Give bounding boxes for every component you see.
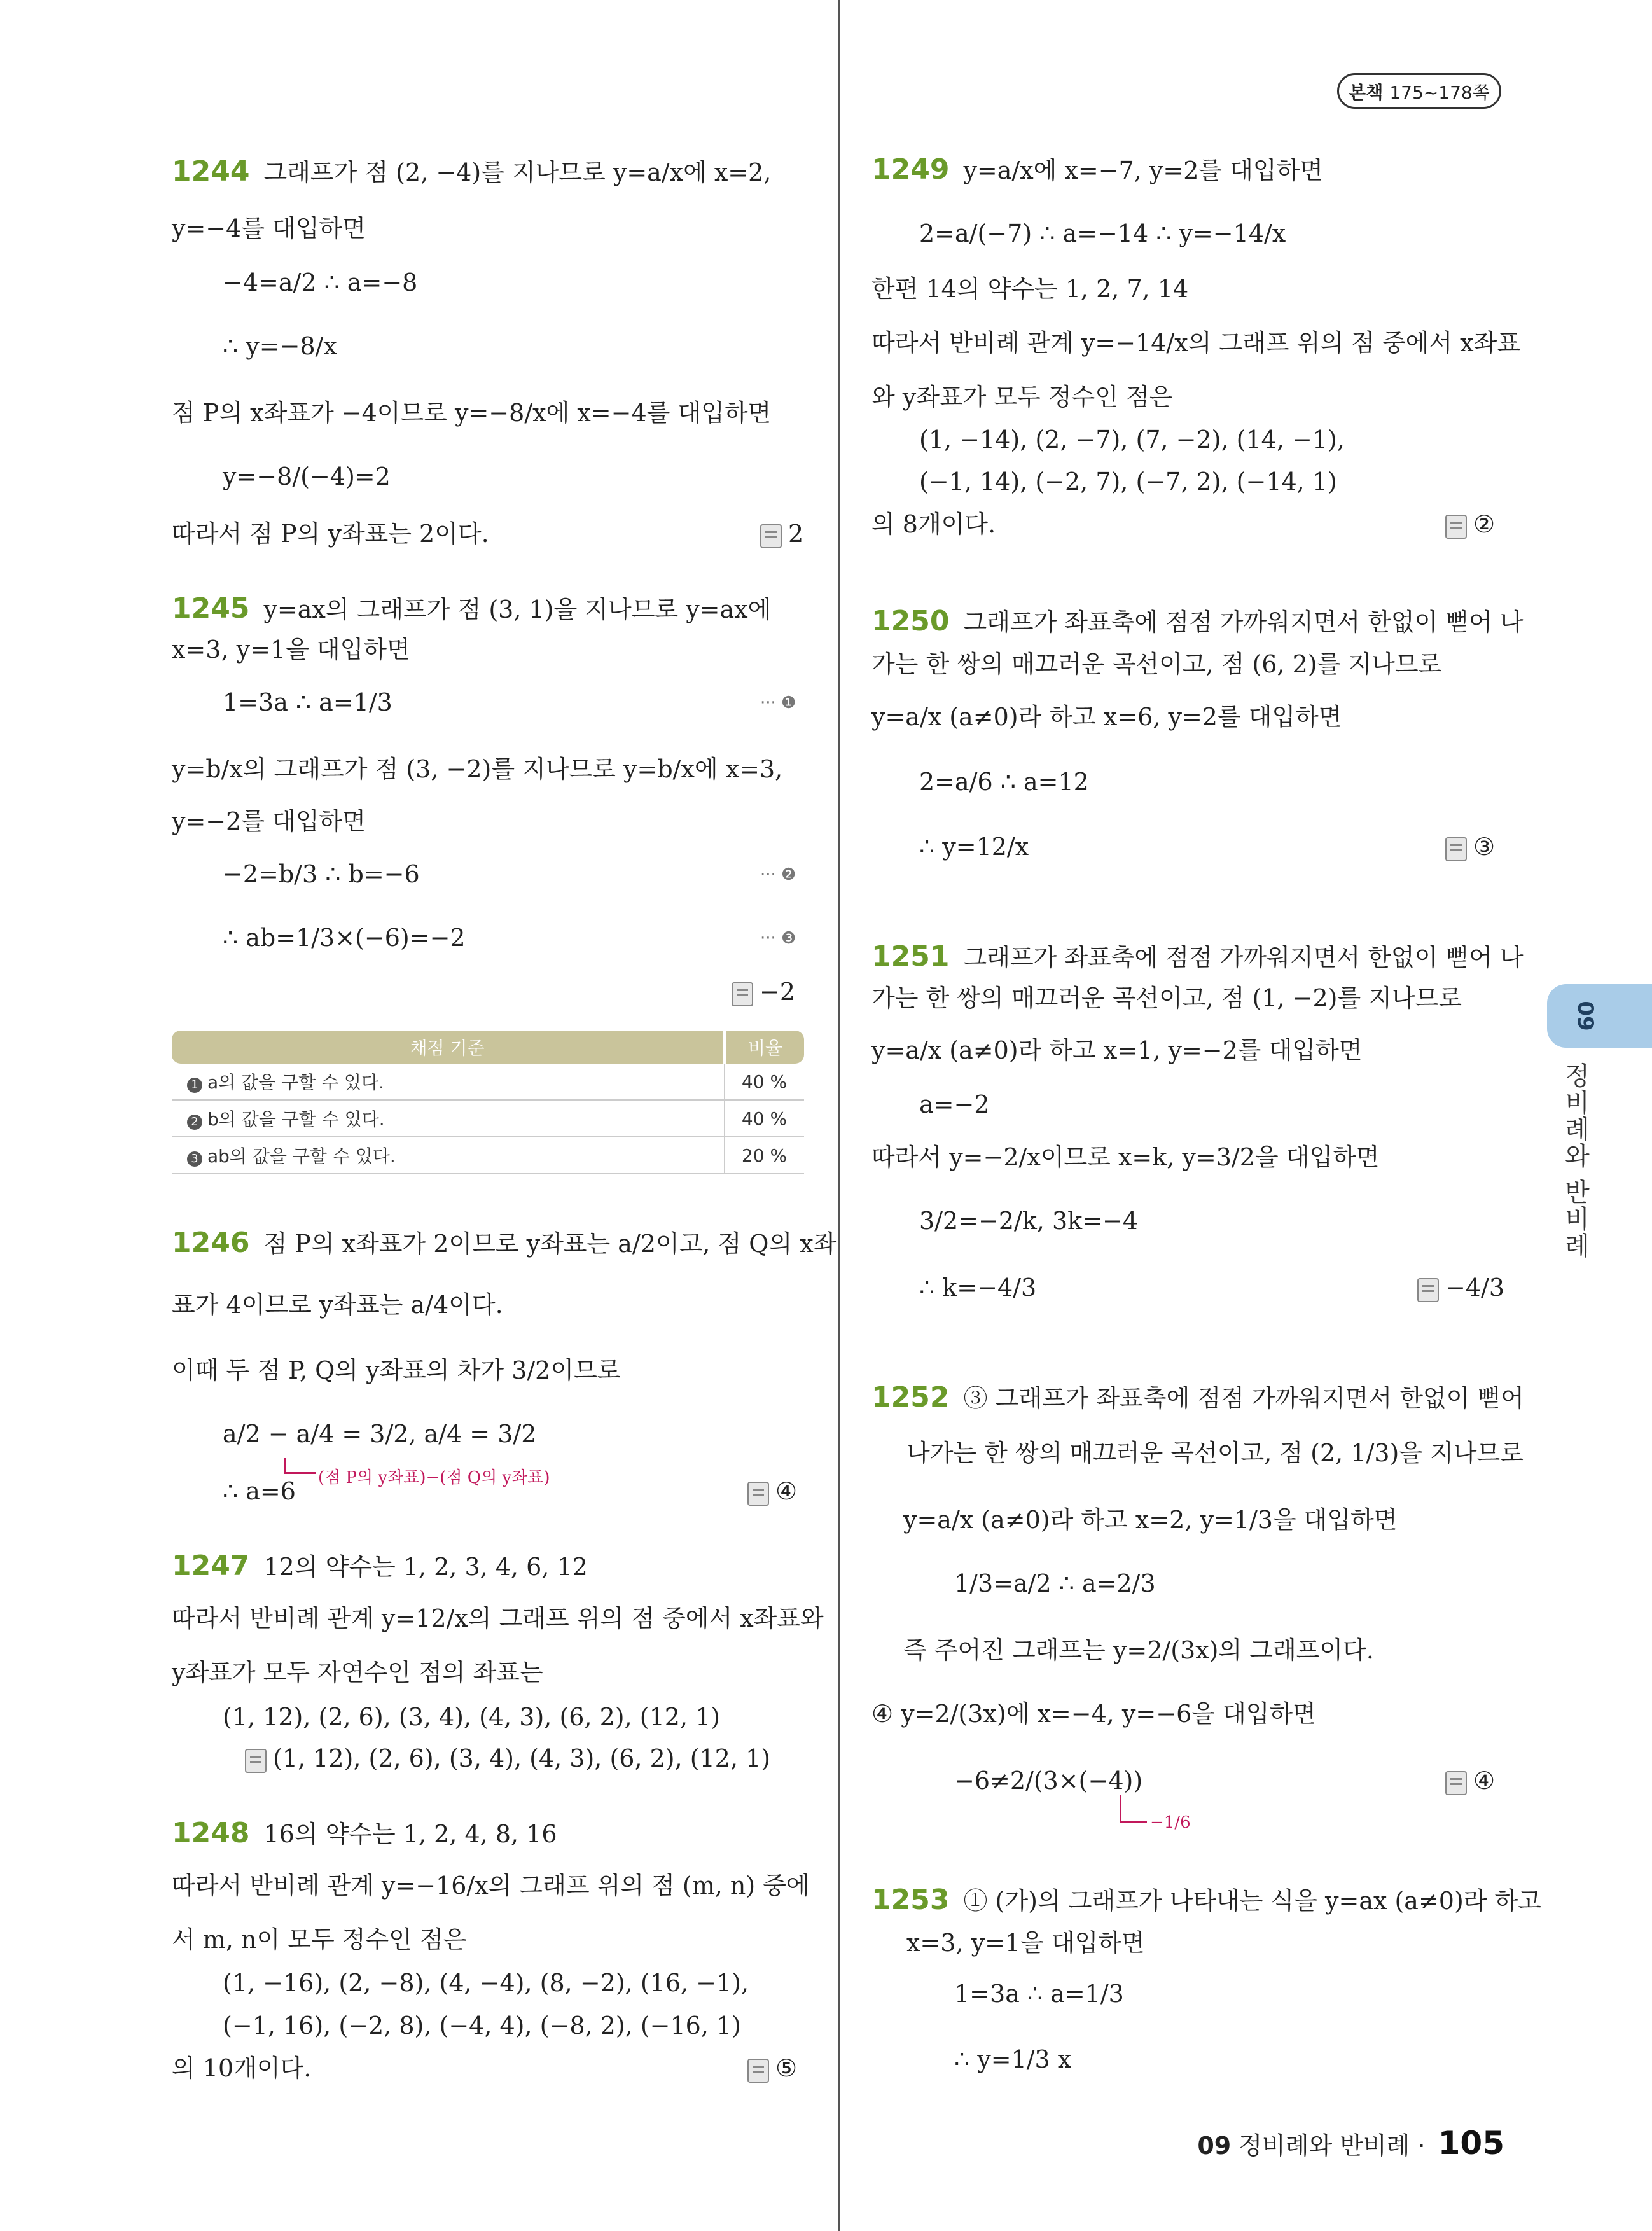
step-marker-2: ··· ❷	[760, 865, 796, 884]
problem-1244-line-6: y=−8/(−4)=2	[223, 462, 391, 490]
answer-icon	[747, 1482, 769, 1506]
problem-1251-line-7: ∴ k=−4/3	[919, 1274, 1037, 1302]
table-row: 3 ab의 값을 구할 수 있다. 20 %	[172, 1137, 804, 1174]
problem-1249-answer: ②	[1445, 512, 1495, 539]
problem-1253-line-4: ∴ y=1/3 x	[954, 2045, 1072, 2073]
problem-1250-answer: ③	[1445, 835, 1495, 861]
problem-1250-line-1: 1250 그래프가 좌표축에 점점 가까워지면서 한없이 뻗어 나	[871, 605, 1524, 637]
problem-1244-line-4: ∴ y=−8/x	[223, 332, 337, 360]
problem-1245-line-2: x=3, y=1을 대입하면	[172, 636, 410, 664]
column-divider	[838, 0, 840, 2231]
chapter-tab[interactable]	[1547, 984, 1652, 1048]
step-marker-3: ··· ❸	[760, 929, 796, 948]
step-number-badge: 2	[187, 1115, 202, 1130]
problem-1252-line-6: ④ y=2/(3x)에 x=−4, y=−6을 대입하면	[871, 1700, 1316, 1728]
problem-number: 1245	[172, 592, 250, 625]
problem-1247-answer: (1, 12), (2, 6), (3, 4), (4, 3), (6, 2), (12, 1)	[245, 1746, 770, 1773]
badge-label: 본책	[1349, 82, 1384, 103]
problem-1249-line-7: (−1, 14), (−2, 7), (−7, 2), (−14, 1)	[919, 468, 1337, 496]
problem-1251-line-5: 따라서 y=−2/x이므로 x=k, y=3/2을 대입하면	[871, 1143, 1380, 1171]
problem-1247-line-3: y좌표가 모두 자연수인 점의 좌표는	[172, 1658, 543, 1686]
problem-1246-line-5: ∴ a=6	[223, 1477, 296, 1505]
problem-1248-line-6: 의 10개이다.	[172, 2054, 312, 2082]
footer-title: 정비례와 반비례 ·	[1239, 2132, 1426, 2160]
table-row: 1 a의 값을 구할 수 있다. 40 %	[172, 1064, 804, 1100]
table-row: 2 b의 값을 구할 수 있다. 40 %	[172, 1100, 804, 1137]
problem-1248-line-3: 서 m, n이 모두 정수인 점은	[172, 1926, 467, 1954]
annotation-connector	[1120, 1795, 1147, 1823]
problem-1253-line-3: 1=3a ∴ a=1/3	[954, 1980, 1124, 2008]
step-number-badge: 1	[187, 1078, 202, 1093]
problem-1251-line-4: a=−2	[919, 1090, 990, 1118]
problem-1252-line-1: 1252 ③ 그래프가 좌표축에 점점 가까워지면서 한없이 뻗어	[871, 1381, 1524, 1414]
step-number-badge: 3	[187, 1151, 202, 1167]
problem-number: 1253	[871, 1884, 950, 1916]
problem-number: 1250	[871, 605, 950, 637]
problem-1246-line-3: 이때 두 점 P, Q의 y좌표의 차가 3/2이므로	[172, 1356, 621, 1384]
problem-number: 1249	[871, 153, 950, 186]
reference-pages-badge	[1337, 73, 1501, 109]
problem-1246-line-4: a/2 − a/4 = 3/2, a/4 = 3/2	[223, 1420, 537, 1448]
problem-1244-answer: 2	[760, 522, 803, 548]
problem-1253-line-1: 1253 ① (가)의 그래프가 나타내는 식을 y=ax (a≠0)라 하고	[871, 1884, 1542, 1916]
problem-1249-line-4: 따라서 반비례 관계 y=−14/x의 그래프 위의 점 중에서 x좌표	[871, 329, 1520, 357]
page-number: 105	[1438, 2125, 1504, 2162]
problem-number: 1251	[871, 940, 950, 973]
problem-1246-line-2: 표가 4이므로 y좌표는 a/4이다.	[172, 1291, 503, 1319]
problem-1252-line-2: 나가는 한 쌍의 매끄러운 곡선이고, 점 (2, 1/3)을 지나므로	[906, 1439, 1524, 1467]
problem-1246-annotation: (점 P의 y좌표)−(점 Q의 y좌표)	[318, 1468, 550, 1487]
problem-1249-line-3: 한편 14의 약수는 1, 2, 7, 14	[871, 275, 1189, 303]
problem-number: 1248	[172, 1817, 250, 1849]
problem-1252-line-7: −6≠2/(3×(−4))	[954, 1767, 1143, 1795]
step-marker-1: ··· ❶	[760, 693, 796, 712]
problem-1250-line-5: ∴ y=12/x	[919, 833, 1029, 861]
problem-1251-line-2: 가는 한 쌍의 매끄러운 곡선이고, 점 (1, −2)를 지나므로	[871, 984, 1462, 1012]
answer-icon	[747, 2059, 769, 2083]
problem-1245-answer: −2	[732, 980, 795, 1006]
problem-1246-answer: ④	[747, 1479, 797, 1506]
problem-1244-line-1: 1244 그래프가 점 (2, −4)를 지나므로 y=a/x에 x=2,	[172, 155, 772, 188]
problem-1244-line-5: 점 P의 x좌표가 −4이므로 y=−8/x에 x=−4를 대입하면	[172, 399, 772, 427]
answer-icon	[1445, 1771, 1467, 1795]
problem-1245-line-1: 1245 y=ax의 그래프가 점 (3, 1)을 지나므로 y=ax에	[172, 592, 772, 625]
problem-1248-answer: ⑤	[747, 2056, 797, 2083]
problem-1248-line-2: 따라서 반비례 관계 y=−16/x의 그래프 위의 점 (m, n) 중에	[172, 1872, 810, 1900]
problem-1249-line-5: 와 y좌표가 모두 정수인 점은	[871, 383, 1173, 411]
problem-1252-line-3: y=a/x (a≠0)라 하고 x=2, y=1/3을 대입하면	[903, 1506, 1398, 1534]
problem-1245-line-4: y=b/x의 그래프가 점 (3, −2)를 지나므로 y=b/x에 x=3,	[172, 755, 783, 783]
problem-number: 1244	[172, 155, 250, 188]
problem-1250-line-2: 가는 한 쌍의 매끄러운 곡선이고, 점 (6, 2)를 지나므로	[871, 650, 1442, 678]
grading-header-ratio: 비율	[725, 1031, 804, 1064]
answer-icon	[760, 524, 782, 548]
answer-icon	[1445, 837, 1467, 861]
annotation-connector	[284, 1458, 316, 1474]
problem-1245-line-5: y=−2를 대입하면	[172, 807, 366, 835]
problem-1247-line-4: (1, 12), (2, 6), (3, 4), (4, 3), (6, 2), (12, 1)	[223, 1703, 721, 1731]
problem-1252-annotation: −1/6	[1150, 1813, 1191, 1832]
answer-icon	[732, 982, 753, 1006]
problem-1244-line-3: −4=a/2 ∴ a=−8	[223, 268, 418, 296]
grading-table	[172, 1031, 804, 1174]
badge-pages: 175~178쪽	[1389, 82, 1490, 103]
problem-1249-line-2: 2=a/(−7) ∴ a=−14 ∴ y=−14/x	[919, 219, 1286, 247]
problem-1251-line-1: 1251 그래프가 좌표축에 점점 가까워지면서 한없이 뻗어 나	[871, 940, 1524, 973]
problem-1244-line-2: y=−4를 대입하면	[172, 214, 366, 242]
chapter-tab-title: 정비례와 반비례	[1560, 1062, 1590, 1259]
chapter-tab-number: 09	[1572, 1001, 1598, 1031]
problem-1251-line-3: y=a/x (a≠0)라 하고 x=1, y=−2를 대입하면	[871, 1036, 1363, 1064]
problem-1250-line-3: y=a/x (a≠0)라 하고 x=6, y=2를 대입하면	[871, 703, 1342, 731]
answer-icon	[1445, 515, 1467, 539]
problem-1245-line-3: 1=3a ∴ a=1/3	[223, 688, 392, 716]
problem-1252-line-5: 즉 주어진 그래프는 y=2/(3x)의 그래프이다.	[903, 1636, 1374, 1664]
problem-number: 1246	[172, 1227, 250, 1259]
page-footer	[1197, 2125, 1504, 2162]
problem-1249-line-8: 의 8개이다.	[871, 510, 996, 538]
problem-1248-line-1: 1248 16의 약수는 1, 2, 4, 8, 16	[172, 1817, 557, 1849]
problem-1249-line-6: (1, −14), (2, −7), (7, −2), (14, −1),	[919, 426, 1345, 454]
problem-1245-line-7: ∴ ab=1/3×(−6)=−2	[223, 924, 466, 952]
problem-1250-line-4: 2=a/6 ∴ a=12	[919, 768, 1089, 796]
footer-chapter: 09	[1197, 2132, 1232, 2160]
problem-1245-line-6: −2=b/3 ∴ b=−6	[223, 860, 420, 888]
problem-1251-answer: −4/3	[1417, 1275, 1504, 1302]
problem-1248-line-5: (−1, 16), (−2, 8), (−4, 4), (−8, 2), (−16, 1)	[223, 2012, 741, 2040]
problem-1244-line-7: 따라서 점 P의 y좌표는 2이다.	[172, 520, 489, 548]
grading-header-criteria: 채점 기준	[172, 1031, 725, 1064]
problem-1252-line-4: 1/3=a/2 ∴ a=2/3	[954, 1569, 1156, 1597]
problem-number: 1252	[871, 1381, 950, 1414]
problem-1249-line-1: 1249 y=a/x에 x=−7, y=2를 대입하면	[871, 153, 1324, 186]
problem-1252-answer: ④	[1445, 1769, 1495, 1795]
problem-1246-line-1: 1246 점 P의 x좌표가 2이므로 y좌표는 a/2이고, 점 Q의 x좌	[172, 1227, 837, 1259]
problem-1251-line-6: 3/2=−2/k, 3k=−4	[919, 1207, 1139, 1235]
problem-number: 1247	[172, 1550, 250, 1582]
problem-1247-line-2: 따라서 반비례 관계 y=12/x의 그래프 위의 점 중에서 x좌표와	[172, 1604, 824, 1632]
answer-icon	[1417, 1278, 1439, 1302]
problem-1247-line-1: 1247 12의 약수는 1, 2, 3, 4, 6, 12	[172, 1550, 588, 1582]
problem-1248-line-4: (1, −16), (2, −8), (4, −4), (8, −2), (16, −1),	[223, 1969, 749, 1997]
answer-icon	[245, 1749, 267, 1773]
problem-1253-line-2: x=3, y=1을 대입하면	[906, 1929, 1145, 1957]
